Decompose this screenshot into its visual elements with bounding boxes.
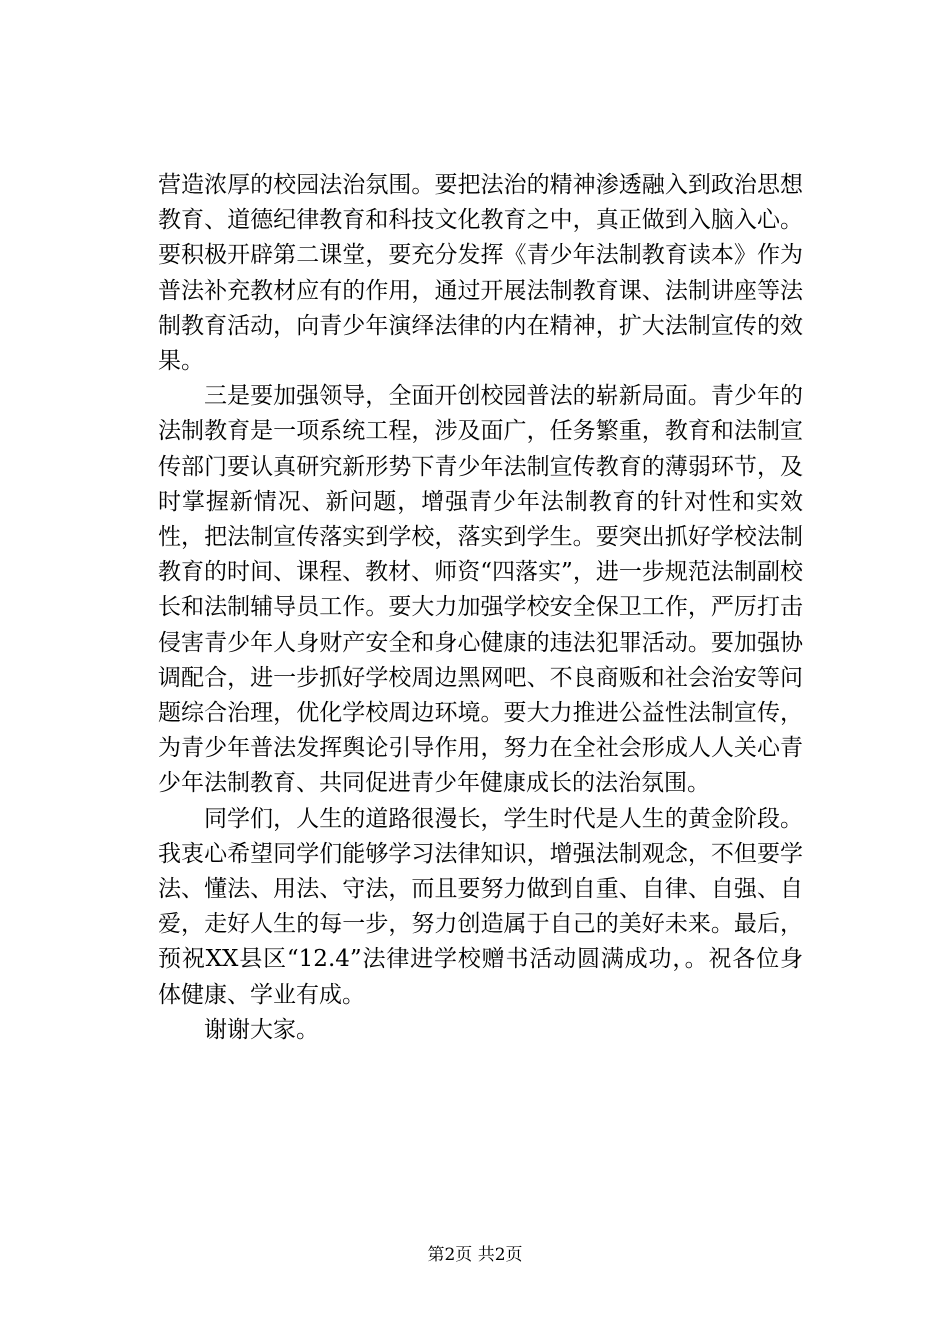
document-body [158, 168, 803, 1048]
paragraph-students: 同学们，人生的道路很漫长，学生时代是人生的黄金阶段。我衷心希望同学们能够学习法律知识，增强法制观念，不但要学法、懂法、用法、守法，而且要努力做到自重、自律、自强、自爱，走好人生的每一步，努力创造属于自己的美好未来。最后，预祝XX县区“12.4”法律进学校赠书活动圆满成功，。祝各位身体健康、学业有成。 [158, 805, 803, 1008]
page-number-label: 第2页 共2页 [427, 1245, 523, 1265]
paragraph-thanks: 谢谢大家。 [204, 1016, 319, 1043]
page-footer [0, 1244, 950, 1266]
paragraph-leadership: 三是要加强领导，全面开创校园普法的崭新局面。青少年的法制教育是一项系统工程，涉及面广，任务繁重，教育和法制宣传部门要认真研究新形势下青少年法制宣传教育的薄弱环节，及时掌握新情况、新问题，增强青少年法制教育的针对性和实效性，把法制宣传落实到学校，落实到学生。要突出抓好学校法制教育的时间、课程、教材、师资“四落实”，进一步规范法制副校长和法制辅导员工作。要大力加强学校安全保卫工作，严厉打击侵害青少年人身财产安全和身心健康的违法犯罪活动。要加强协调配合，进一步抓好学校周边黑网吧、不良商贩和社会治安等问题综合治理，优化学校周边环境。要大力推进公益性法制宣传，为青少年普法发挥舆论引导作用，努力在全社会形成人人关心青少年法制教育、共同促进青少年健康成长的法治氛围。 [158, 383, 803, 797]
paragraph-continuation: 营造浓厚的校园法治氛围。要把法治的精神渗透融入到政治思想教育、道德纪律教育和科技文化教育之中，真正做到入脑入心。要积极开辟第二课堂，要充分发挥《青少年法制教育读本》作为普法补充教材应有的作用，通过开展法制教育课、法制讲座等法制教育活动，向青少年演绎法律的内在精神，扩大法制宣传的效果。 [158, 172, 803, 375]
